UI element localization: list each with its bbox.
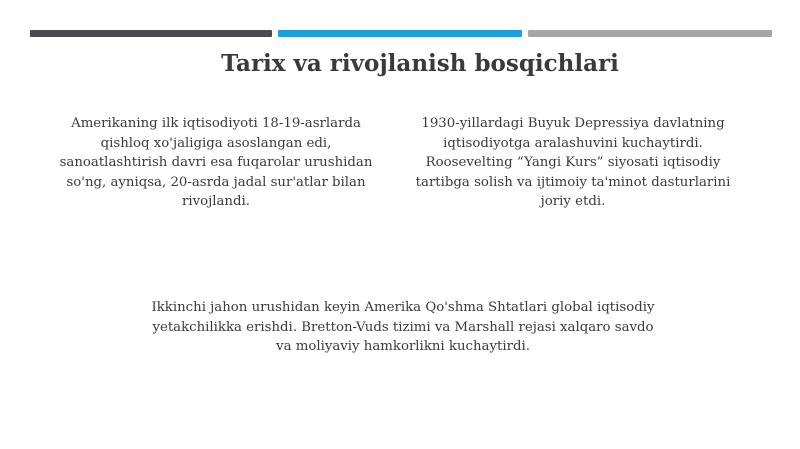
text-block-bottom: Ikkinchi jahon urushidan keyin Amerika Qo'shma Shtatlari global iqtisodiy yetakchilikka erishdi. Bretton-Vuds tizimi va Marshall rejasi xalqaro savdo va moliyaviy hamkorlikni kuchaytirdi. [151,300,655,354]
accent-bar-blue [278,30,522,37]
text-block-left: Amerikaning ilk iqtisodiyoti 18-19-asrlarda qishloq xo'jaligiga asoslangan edi, sanoatlashtirish davri esa fuqarolar urushidan so'ng, ayniqsa, 20-asrda jadal sur'atlar bilan rivojlandi. [59,116,373,209]
slide-title: Tarix va rivojlanish bosqichlari [221,50,619,77]
text-block-right: 1930-yillardagi Buyuk Depressiya davlatning iqtisodiyotga aralashuvini kuchaytirdi. Roosevelting “Yangi Kurs” siyosati iqtisodiy tartibga solish va ijtimoiy ta'minot dasturlarini joriy etdi. [415,116,731,209]
accent-bar-gray [528,30,772,37]
accent-bar-dark [30,30,272,37]
